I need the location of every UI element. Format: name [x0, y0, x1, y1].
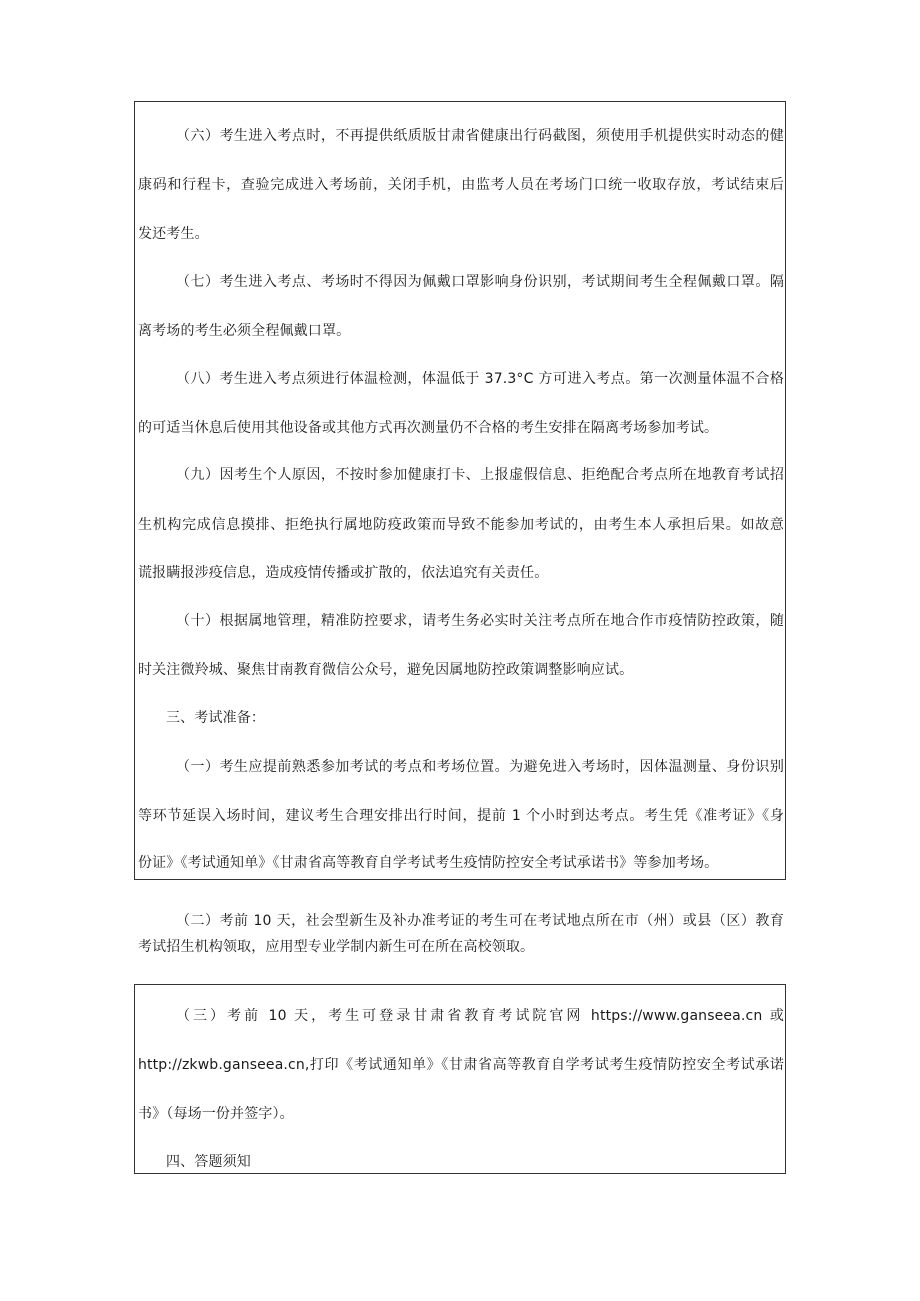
section-3-item-1-line-3: 份证》《考试通知单》《甘肃省高等教育自学考试考生疫情防控安全考试承诺书》等参加考场。 [138, 855, 719, 871]
item-8-line-2: 的可适当休息后使用其他设备或其他方式再次测量仍不合格的考生安排在隔离考场参加考试。 [138, 420, 719, 436]
section-3-item-3-line-3: 书》（每场一份并签字）。 [138, 1106, 294, 1122]
section-3-item-2-line-1: （二）考前 10 天，社会型新生及补办准考证的考生可在考试地点所在市（州）或县（区）教育 [176, 913, 784, 929]
item-6-line-2: 康码和行程卡，查验完成进入考场前，关闭手机，由监考人员在考场门口统一收取存放，考试结束后 [138, 177, 784, 193]
section-3-item-3-line-2: http://zkwb.ganseea.cn,打印《考试通知单》《甘肃省高等教育自学考试考生疫情防控安全考试承诺 [138, 1057, 784, 1073]
item-8-line-1: （八）考生进入考点须进行体温检测，体温低于 37.3°C 方可进入考点。第一次测量体温不合格 [176, 371, 784, 387]
section-3-item-2-line-2: 考试招生机构领取，应用型专业学制内新生可在所在高校领取。 [138, 939, 535, 955]
item-7-line-2: 离考场的考生必须全程佩戴口罩。 [138, 323, 351, 339]
item-9-line-3: 谎报瞒报涉疫信息，造成疫情传播或扩散的，依法追究有关责任。 [138, 565, 549, 581]
item-9-line-1: （九）因考生个人原因，不按时参加健康打卡、上报虚假信息、拒绝配合考点所在地教育考试招 [176, 467, 784, 483]
item-6-line-3: 发还考生。 [138, 226, 209, 242]
item-6-line-1: （六）考生进入考点时，不再提供纸质版甘肃省健康出行码截图，须使用手机提供实时动态的健 [176, 128, 784, 144]
section-4-heading: 四、答题须知 [166, 1154, 251, 1170]
item-10-line-2: 时关注微羚城、聚焦甘南教育微信公众号，避免因属地防控政策调整影响应试。 [138, 662, 634, 678]
item-9-line-2: 生机构完成信息摸排、拒绝执行属地防疫政策而导致不能参加考试的，由考生本人承担后果。如故意 [138, 517, 784, 533]
section-3-item-1-line-2: 等环节延误入场时间，建议考生合理安排出行时间，提前 1 个小时到达考点。考生凭《准考证》《身 [138, 808, 784, 824]
section-3-item-1-line-1: （一）考生应提前熟悉参加考试的考点和考场位置。为避免进入考场时，因体温测量、身份识别 [176, 759, 784, 775]
item-10-line-1: （十）根据属地管理，精准防控要求，请考生务必实时关注考点所在地合作市疫情防控政策，随 [176, 613, 784, 629]
section-3-heading: 三、考试准备： [166, 710, 266, 726]
item-7-line-1: （七）考生进入考点、考场时不得因为佩戴口罩影响身份识别，考试期间考生全程佩戴口罩。隔 [176, 274, 784, 290]
section-3-item-3-line-1: （三）考前 10 天，考生可登录甘肃省教育考试院官网 https://www.ganseea.cn 或 [176, 1008, 784, 1024]
